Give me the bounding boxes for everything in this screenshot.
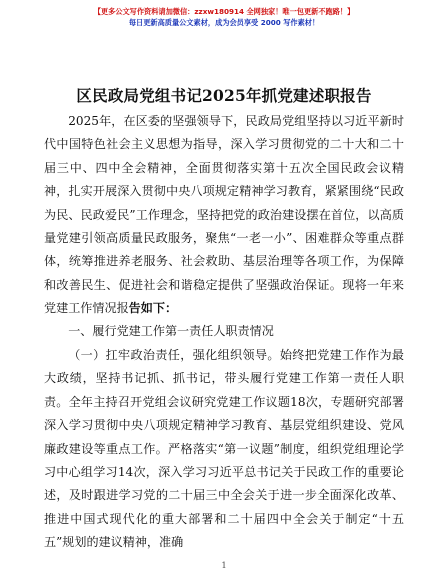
document-title: 区民政局党组书记2025年抓党建述职报告 xyxy=(76,86,372,105)
intro-paragraph xyxy=(44,110,404,321)
page-number: 1 xyxy=(221,561,227,570)
intro-tail: 告如下： xyxy=(128,301,178,316)
promo-banner-line-1: 【更多公文写作资料请加微信：zzxw180914 全网独家！唯一包更新不跑路！】 xyxy=(93,7,355,16)
section-heading: 一、履行党建工作第一责任人职责情况 xyxy=(68,324,274,338)
promo-banner-line-2: 每日更新高质量公文素材，成为会员享受 2000 写作素材！ xyxy=(128,18,320,27)
body-paragraph: （一）扛牢政治责任，强化组织领导。始终把党建工作作为最大政绩，坚持书记抓、抓书记，带头履行党建工作第一责任人职责。全年主持召开党组会议研究党建工作议题18次，专题研究部署深入学习贯彻中央八项规定精神学习教育、基层党组织建设、党风廉政建设等重点工作。严格落实“第一议题”制度，组织党组理论学习中心组学习14次，深入学习习近平总书记关于民政工作的重要论述，及时跟进学习党的二十届三中全会关于进一步全面深化改革、推进中国式现代化的重大部署和二十届四中全会关于制定“十五五”规划的建议精神，准确 xyxy=(44,348,404,550)
promo-banner xyxy=(0,6,448,28)
intro-text: 2025年，在区委的坚强领导下，民政局党组坚持以习近平新时代中国特色社会主义思想为指导，深入学习贯彻党的二十大和二十届三中、四中全会精神，全面贯彻落实第十五次全国民政会议精神，扎实开展深入贯彻中央八项规定精神学习教育，紧紧围绕“民政为民、民政爱民”工作理念，坚持把党的政治建设摆在首位，以高质量党建引领高质量民政服务，聚焦“一老一小”、困难群众等重点群体，统筹推进养老服务、社会救助、基层治理等各项工作，为保障和改善民生、促进社会和谐稳定提供了坚强政治保证。现将一年来党建工作情况报 xyxy=(44,114,404,316)
